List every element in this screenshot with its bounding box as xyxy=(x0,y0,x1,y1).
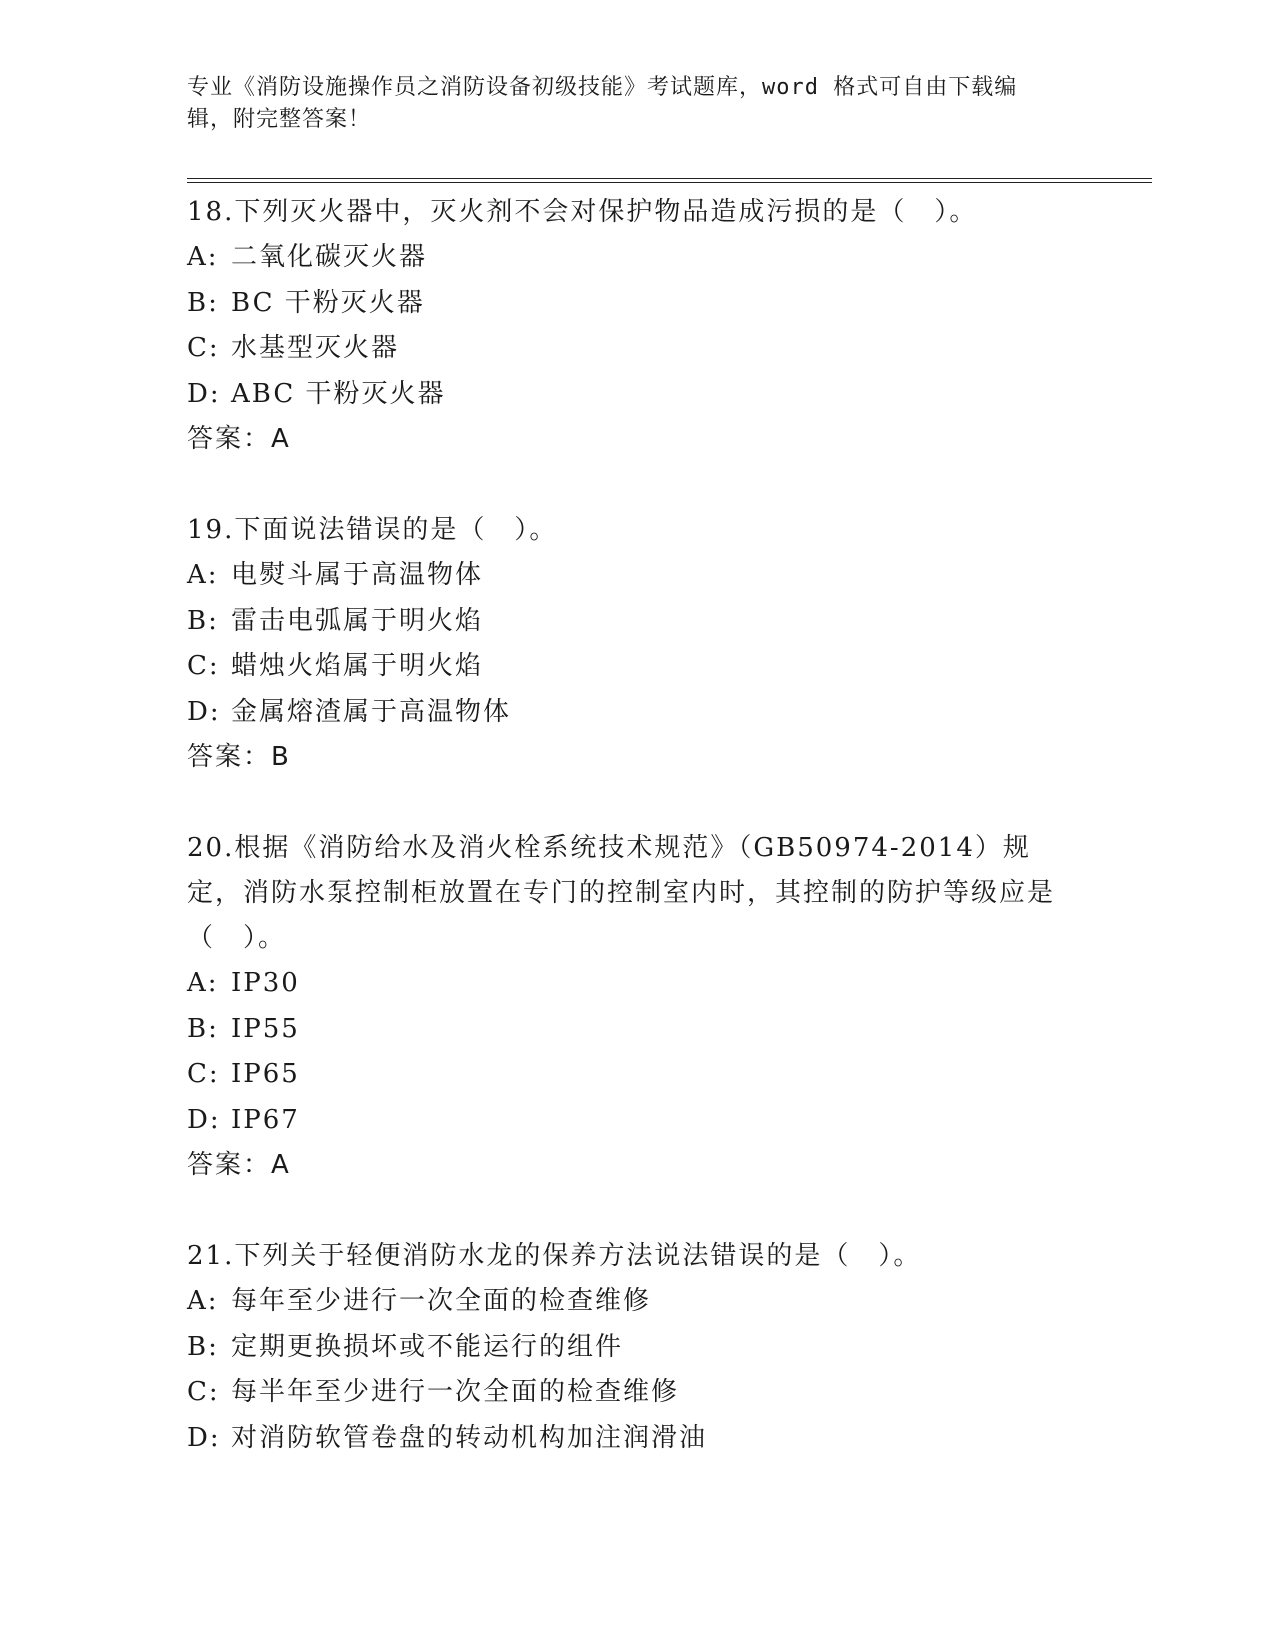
option-text: BC 干粉灭火器 xyxy=(231,287,425,318)
option-b xyxy=(187,1325,1067,1371)
option-key: B: xyxy=(187,605,219,636)
option-key: C: xyxy=(187,1059,220,1089)
option-key: A: xyxy=(187,242,219,272)
document-header xyxy=(187,72,1067,136)
option-text: 对消防软管卷盘的转动机构加注润滑油 xyxy=(231,1422,708,1453)
option-text: ABC 干粉灭火器 xyxy=(231,378,446,409)
answer-line: 答案：A xyxy=(187,424,291,454)
option-text: 电熨斗属于高温物体 xyxy=(231,560,484,590)
option-key: D: xyxy=(187,1422,221,1453)
option-b xyxy=(187,281,1067,327)
header-double-rule xyxy=(187,178,1152,183)
option-text: 二氧化碳灭火器 xyxy=(231,242,428,272)
question-stem: 18.下列灭火器中，灭火剂不会对保护物品造成污损的是（ ）。 xyxy=(187,197,978,227)
option-key: B: xyxy=(187,1013,219,1044)
option-key: B: xyxy=(187,287,219,318)
question-stem: 20.根据《消防给水及消火栓系统技术规范》（GB50974-2014）规定，消防水泵控制柜放置在专门的控制室内时，其控制的防护等级应是（ ）。 xyxy=(187,833,1056,953)
option-a xyxy=(187,235,1067,281)
option-a xyxy=(187,1279,1067,1325)
option-key: A: xyxy=(187,560,219,590)
header-line-1: 专业《消防设施操作员之消防设备初级技能》考试题库，word 格式可自由下载编 xyxy=(187,75,1018,100)
option-d xyxy=(187,1098,1067,1144)
option-b xyxy=(187,1007,1067,1053)
option-key: C: xyxy=(187,651,220,681)
option-c xyxy=(187,644,1067,690)
option-text: 每半年至少进行一次全面的检查维修 xyxy=(231,1377,680,1407)
option-d xyxy=(187,690,1067,736)
option-b xyxy=(187,599,1067,645)
question-19 xyxy=(187,508,1067,780)
option-text: 金属熔渣属于高温物体 xyxy=(231,696,512,727)
option-key: A: xyxy=(187,1286,219,1316)
option-text: 水基型灭火器 xyxy=(231,333,400,363)
question-21 xyxy=(187,1234,1067,1461)
option-c xyxy=(187,1370,1067,1416)
option-key: D: xyxy=(187,696,221,727)
option-key: C: xyxy=(187,333,220,363)
question-20 xyxy=(187,826,1067,1188)
option-key: A: xyxy=(187,968,219,998)
option-key: C: xyxy=(187,1377,220,1407)
option-text: IP30 xyxy=(231,968,300,998)
option-d xyxy=(187,1416,1067,1462)
option-text: IP67 xyxy=(231,1104,300,1135)
option-a xyxy=(187,553,1067,599)
option-text: IP65 xyxy=(231,1059,300,1089)
option-text: IP55 xyxy=(231,1013,300,1044)
answer-line: 答案：B xyxy=(187,742,291,772)
option-a xyxy=(187,961,1067,1007)
question-stem: 19.下面说法错误的是（ ）。 xyxy=(187,515,558,545)
option-key: B: xyxy=(187,1331,219,1362)
option-text: 雷击电弧属于明火焰 xyxy=(231,605,484,636)
option-text: 蜡烛火焰属于明火焰 xyxy=(231,651,484,681)
option-key: D: xyxy=(187,1104,221,1135)
question-stem: 21.下列关于轻便消防水龙的保养方法说法错误的是（ ）。 xyxy=(187,1241,922,1271)
header-line-2: 辑，附完整答案！ xyxy=(187,107,372,132)
option-c xyxy=(187,1052,1067,1098)
question-list xyxy=(187,190,1067,1507)
question-18 xyxy=(187,190,1067,462)
option-text: 每年至少进行一次全面的检查维修 xyxy=(231,1286,652,1316)
answer-line: 答案：A xyxy=(187,1150,291,1180)
option-c xyxy=(187,326,1067,372)
option-text: 定期更换损坏或不能运行的组件 xyxy=(231,1331,624,1362)
option-d xyxy=(187,372,1067,418)
option-key: D: xyxy=(187,378,221,409)
